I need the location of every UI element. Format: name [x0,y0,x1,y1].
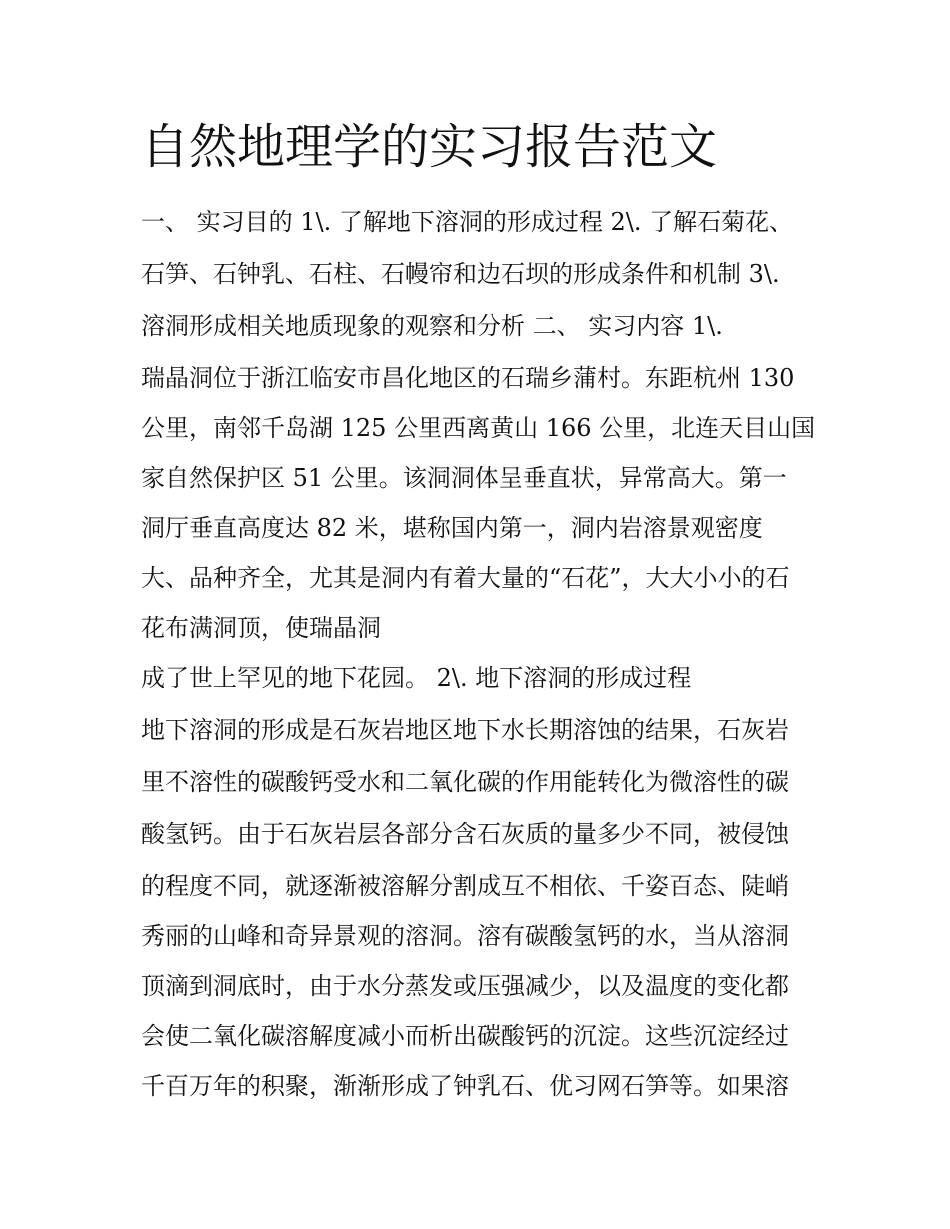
body-line: 花布满洞顶，使瑞晶洞 [141,614,381,642]
body-line: 顶滴到洞底时，由于水分蒸发或压强减少，以及温度的变化都 [141,972,789,1000]
body-line: 溶洞形成相关地质现象的观察和分析 二、 实习内容 1\. [141,312,723,340]
body-line: 一、 实习目的 1\. 了解地下溶洞的形成过程 2\. 了解石菊花、 [141,208,794,236]
body-line: 公里，南邻千岛湖 125 公里西离黄山 166 公里，北连天目山国 [141,414,816,442]
body-line: 千百万年的积聚，渐渐形成了钟乳石、优习网石笋等。如果溶 [141,1072,789,1100]
body-line: 家自然保护区 51 公里。该洞洞体呈垂直状，异常高大。第一 [141,464,787,492]
body-line: 瑞晶洞位于浙江临安市昌化地区的石瑞乡蒲村。东距杭州 130 [141,364,795,392]
body-line: 成了世上罕见的地下花园。 2\. 地下溶洞的形成过程 [141,664,692,692]
body-line: 洞厅垂直高度达 82 米，堪称国内第一，洞内岩溶景观密度 [141,514,763,542]
body-line: 秀丽的山峰和奇异景观的溶洞。溶有碳酸氢钙的水，当从溶洞 [141,922,789,950]
body-line: 石笋、石钟乳、石柱、石幔帘和边石坝的形成条件和机制 3\. [141,260,780,288]
body-line: 里不溶性的碳酸钙受水和二氧化碳的作用能转化为微溶性的碳 [141,768,789,796]
page-title: 自然地理学的实习报告范文 [141,119,718,175]
body-line: 会使二氧化碳溶解度减小而析出碳酸钙的沉淀。这些沉淀经过 [141,1022,789,1050]
body-line: 酸氢钙。由于石灰岩层各部分含石灰质的量多少不同，被侵蚀 [141,820,789,848]
body-line: 大、品种齐全，尤其是洞内有着大量的“石花”，大大小小的石 [141,564,790,592]
body-line: 地下溶洞的形成是石灰岩地区地下水长期溶蚀的结果，石灰岩 [141,716,789,744]
body-line: 的程度不同，就逐渐被溶解分割成互不相依、千姿百态、陡峭 [141,872,789,900]
